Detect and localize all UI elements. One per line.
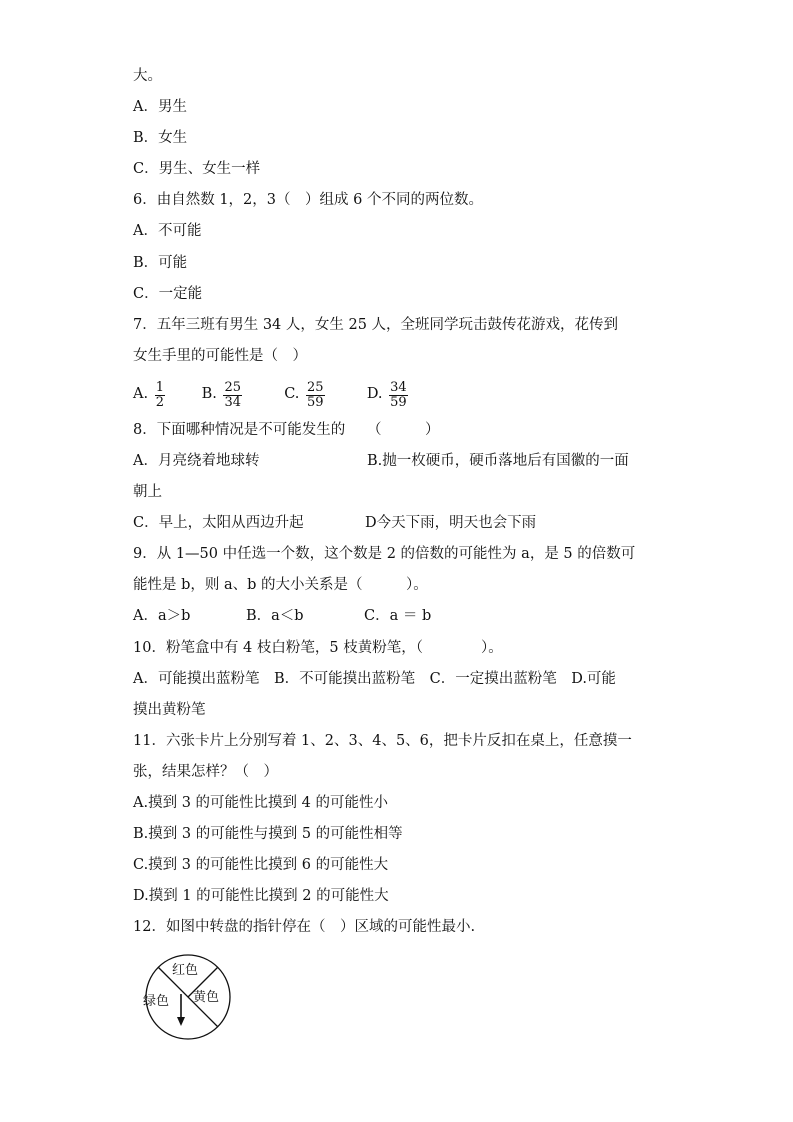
option-c-q8: C．早上，太阳从西边升起 (133, 515, 304, 531)
question-9-cont: 能性是 b，则 a、b 的大小关系是（ ）。 (133, 577, 428, 593)
option-b-q11: B.摸到 3 的可能性与摸到 5 的可能性相等 (133, 826, 403, 842)
option-c-q11: C.摸到 3 的可能性比摸到 6 的可能性大 (133, 857, 389, 873)
option-b-q9: B．a＜b (246, 608, 304, 624)
option-label: D. (366, 386, 383, 402)
options-q7 (133, 377, 410, 411)
fraction (389, 381, 408, 410)
fraction (223, 381, 242, 410)
option-c-q6: C．一定能 (133, 286, 203, 302)
fraction-denominator: 34 (224, 394, 242, 410)
option-a-q9: A．a＞b (133, 608, 191, 624)
option-b-q8-cont: 朝上 (133, 484, 162, 500)
option-label: A. (133, 386, 149, 402)
option-d-q7 (367, 377, 410, 411)
option-a-q8: A．月亮绕着地球转 (133, 453, 260, 469)
fraction-numerator: 1 (155, 379, 164, 395)
label-green-region: 绿色 (143, 994, 170, 1009)
question-9: 9．从 1—50 中任选一个数，这个数是 2 的倍数的可能性为 a，是 5 的倍数可 (133, 546, 636, 562)
option-c-q5: C．男生、女生一样 (133, 161, 261, 177)
option-label: B. (201, 386, 217, 402)
question-7: 7．五年三班有男生 34 人，女生 25 人，全班同学玩击鼓传花游戏，花传到 (133, 317, 619, 333)
option-label: C. (284, 386, 300, 402)
label-yellow-region: 黄色 (193, 990, 220, 1005)
option-b-q7 (202, 377, 280, 411)
text-line: 大。 (133, 68, 162, 84)
option-a-q6: A．不可能 (133, 223, 202, 239)
option-b-q8: B.抛一枚硬币，硬币落地后有国徽的一面 (367, 453, 629, 469)
options-q10: A．可能摸出蓝粉笔 B．不可能摸出蓝粉笔 C．一定摸出蓝粉笔 D.可能 (133, 671, 616, 687)
question-7-cont: 女生手里的可能性是（ ） (133, 348, 307, 364)
question-6: 6．由自然数 1，2，3（ ）组成 6 个不同的两位数。 (133, 192, 483, 208)
option-a-q11: A.摸到 3 的可能性比摸到 4 的可能性小 (133, 795, 388, 811)
question-11: 11．六张卡片上分别写着 1、2、3、4、5、6，把卡片反扣在桌上，任意摸一 (133, 733, 632, 749)
fraction-denominator: 2 (155, 394, 164, 410)
label-red-region: 红色 (172, 963, 199, 978)
pointer-arrowhead (177, 1017, 185, 1026)
option-c-q9: C．a ＝ b (364, 608, 432, 624)
fraction-denominator: 59 (390, 394, 407, 410)
option-c-q7 (284, 377, 362, 411)
fraction-numerator: 25 (224, 379, 242, 395)
question-10: 10．粉笔盒中有 4 枝白粉笔，5 枝黄粉笔，（ ）。 (133, 640, 503, 656)
option-d-q11: D.摸到 1 的可能性比摸到 2 的可能性大 (133, 888, 389, 904)
spinner-figure (136, 954, 240, 1040)
question-8: 8．下面哪种情况是不可能发生的 （ ） (133, 422, 440, 438)
question-12: 12．如图中转盘的指针停在（ ）区域的可能性最小. (133, 919, 476, 935)
fraction-numerator: 34 (390, 379, 407, 395)
option-b-q5: B．女生 (133, 130, 188, 146)
question-11-cont: 张，结果怎样？（ ） (133, 764, 278, 780)
fraction (306, 381, 325, 410)
option-b-q6: B．可能 (133, 255, 188, 271)
option-a-q5: A．男生 (133, 99, 187, 115)
option-a-q7 (133, 377, 197, 411)
options-q10-cont: 摸出黄粉笔 (133, 702, 206, 718)
fraction-denominator: 59 (307, 394, 324, 410)
fraction-numerator: 25 (307, 379, 324, 395)
fraction (155, 381, 165, 410)
option-d-q8: D今天下雨，明天也会下雨 (365, 515, 537, 531)
